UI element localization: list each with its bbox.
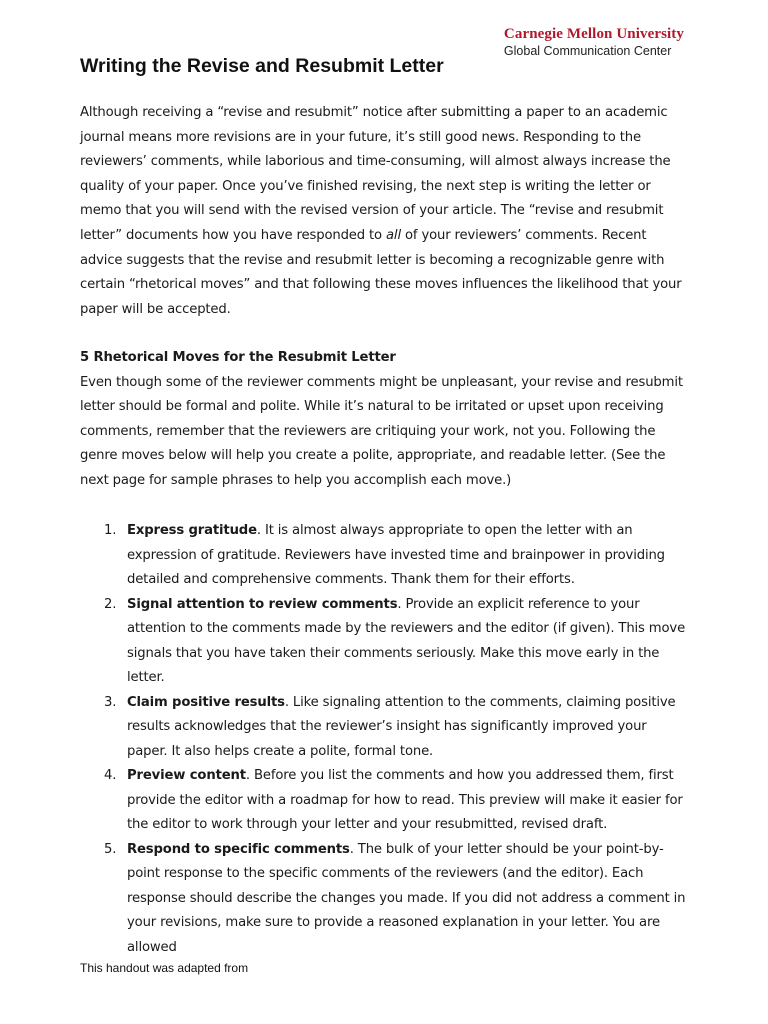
list-number: 3. bbox=[104, 694, 117, 710]
move-title: Express gratitude bbox=[127, 523, 257, 538]
list-number: 5. bbox=[104, 841, 117, 857]
list-number: 1. bbox=[104, 523, 117, 538]
list-item bbox=[80, 764, 690, 838]
university-name: Carnegie Mellon University bbox=[503, 26, 684, 42]
move-title: Claim positive results bbox=[127, 694, 285, 710]
page-title: Writing the Revise and Resubmit Letter bbox=[80, 55, 444, 77]
move-text: . It is almost always appropriate to open the letter with an expression of gratitude. Reviewers have invested time and brainpower in providing detailed and comprehensive comments. Thank them for their efforts. bbox=[127, 523, 665, 587]
move-title: Respond to specific comments bbox=[127, 841, 350, 857]
list-item bbox=[80, 593, 690, 691]
list-item bbox=[80, 691, 690, 765]
intro-paragraph bbox=[80, 101, 690, 322]
list-number: 2. bbox=[104, 596, 117, 612]
list-item bbox=[80, 838, 690, 961]
section-heading: 5 Rhetorical Moves for the Resubmit Letter bbox=[80, 350, 396, 365]
move-title: Preview content bbox=[127, 768, 246, 783]
rhetorical-moves-section bbox=[80, 346, 690, 494]
moves-list bbox=[80, 519, 690, 960]
center-name: Global Communication Center bbox=[503, 44, 672, 58]
move-text: . Like signaling attention to the comments, claiming positive results acknowledges that the reviewer’s insight has significantly improved your paper. It also helps create a polite, formal tone. bbox=[127, 694, 676, 759]
move-text: . Provide an explicit reference to your attention to the comments made by the reviewers and the editor (if given). This move signals that you have taken their comments seriously. Make this move early in the letter. bbox=[127, 596, 686, 685]
intro-text-end: of your reviewers’ comments. Recent advice suggests that the revise and resubmit letter is becoming a recognizable genre with certain “rhetorical moves” and that following these moves influences the likelihood that your paper will be accepted. bbox=[80, 227, 682, 317]
list-item bbox=[80, 519, 690, 593]
move-text: . Before you list the comments and how you addressed them, first provide the editor with a roadmap for how to read. This preview will make it easier for the editor to work through your letter and your resubmitted, revised draft. bbox=[127, 768, 683, 832]
footer-note: This handout was adapted from bbox=[80, 961, 249, 975]
intro-emphasis: all bbox=[386, 227, 401, 243]
cmu-logo bbox=[504, 26, 684, 59]
section-paragraph: Even though some of the reviewer comments might be unpleasant, your revise and resubmit letter should be formal and polite. While it’s natural to be irritated or upset upon receiving comments, remember that the reviewers are critiquing your work, not you. Following the genre moves below will help you create a polite, appropriate, and readable letter. (See the next page for sample phrases to help you accomplish each move.) bbox=[80, 374, 683, 488]
move-title: Signal attention to review comments bbox=[127, 596, 398, 612]
list-number: 4. bbox=[104, 768, 117, 783]
intro-text-start: Although receiving a “revise and resubmit” notice after submitting a paper to an academic journal means more revisions are in your future, it’s still good news. Responding to the reviewers’ comments, while laborious and time-consuming, will almost always increase the quality of your paper. Once you’ve finished revising, the next step is writing the letter or memo that you will send with the revised version of your article. The “revise and resubmit letter” documents how you have responded to bbox=[80, 105, 671, 243]
move-text: . The bulk of your letter should be your point-by-point response to the specific comments of the reviewers (and the editor). Each response should describe the changes you made. If you did not address a comment in your revisions, make sure to provide a reasoned explanation in your letter. You are allowed bbox=[127, 841, 686, 955]
